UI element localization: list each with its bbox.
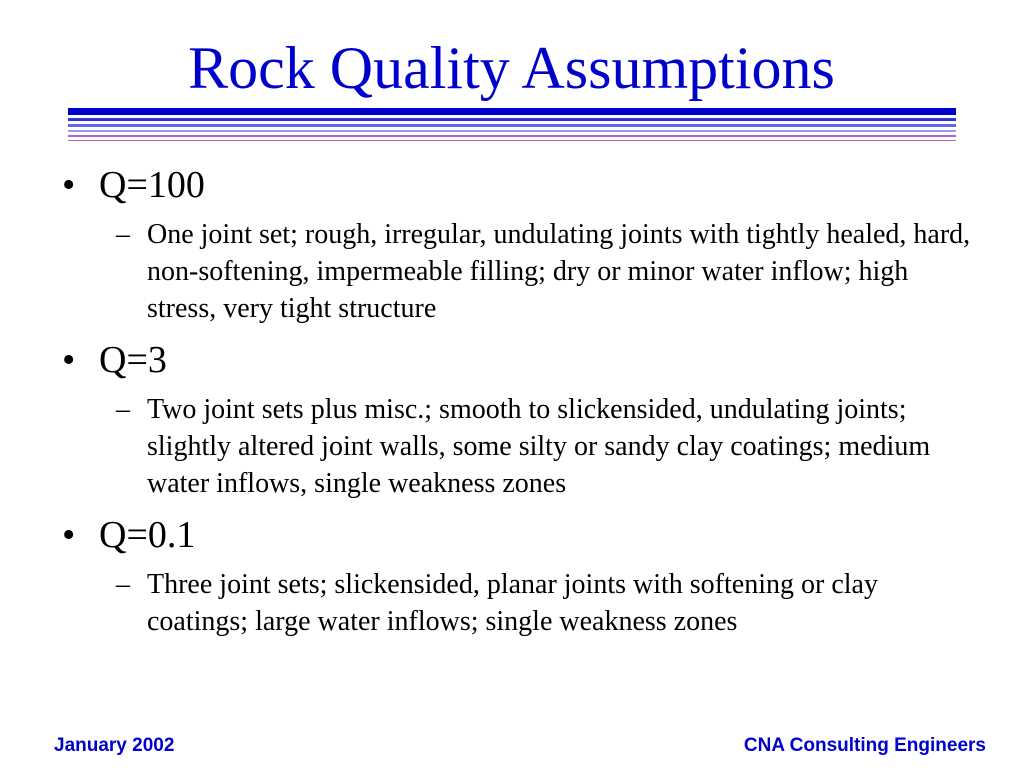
bullet-line	[0, 335, 1023, 385]
rule-line-5	[68, 135, 956, 137]
bullet-item-q01	[0, 510, 1023, 640]
sub-bullet-description: Two joint sets plus misc.; smooth to slickensided, undulating joints; slightly altered joint walls, some silty or sandy clay coatings; medium water inflows, single weakness zones	[147, 394, 931, 499]
bullet-line	[0, 510, 1023, 560]
bullet-marker: •	[62, 339, 76, 381]
footer-company: CNA Consulting Engineers	[743, 735, 986, 756]
bullet-marker: •	[62, 164, 76, 206]
bullet-label: Q=3	[99, 339, 167, 381]
slide-title: Rock Quality Assumptions	[188, 35, 835, 101]
sub-bullet-description: Three joint sets; slickensided, planar joints with softening or clay coatings; large water inflows; single weakness zones	[147, 569, 878, 637]
rule-line-6	[68, 140, 956, 141]
rule-line-3	[68, 124, 956, 127]
bullet-label: Q=100	[99, 164, 205, 206]
rule-line-1	[68, 108, 956, 115]
bullet-marker: •	[62, 514, 76, 556]
sub-bullet-line	[0, 566, 1023, 640]
rule-line-2	[68, 118, 956, 121]
sub-bullet-marker: –	[116, 394, 130, 425]
sub-bullet-description: One joint set; rough, irregular, undulating joints with tightly healed, hard, non-softening, impermeable filling; dry or minor water inflow; high stress, very tight structure	[147, 219, 971, 324]
sub-bullet-marker: –	[116, 219, 130, 250]
sub-bullet-marker: –	[116, 569, 130, 600]
bullet-list	[0, 160, 1023, 640]
rule-line-4	[68, 130, 956, 132]
bullet-line	[0, 160, 1023, 210]
bullet-item-q100	[0, 160, 1023, 327]
footer-date: January 2002	[54, 735, 175, 756]
bullet-item-q3	[0, 335, 1023, 502]
sub-bullet-line	[0, 391, 1023, 502]
sub-bullet-line	[0, 216, 1023, 327]
bullet-label: Q=0.1	[99, 514, 196, 556]
